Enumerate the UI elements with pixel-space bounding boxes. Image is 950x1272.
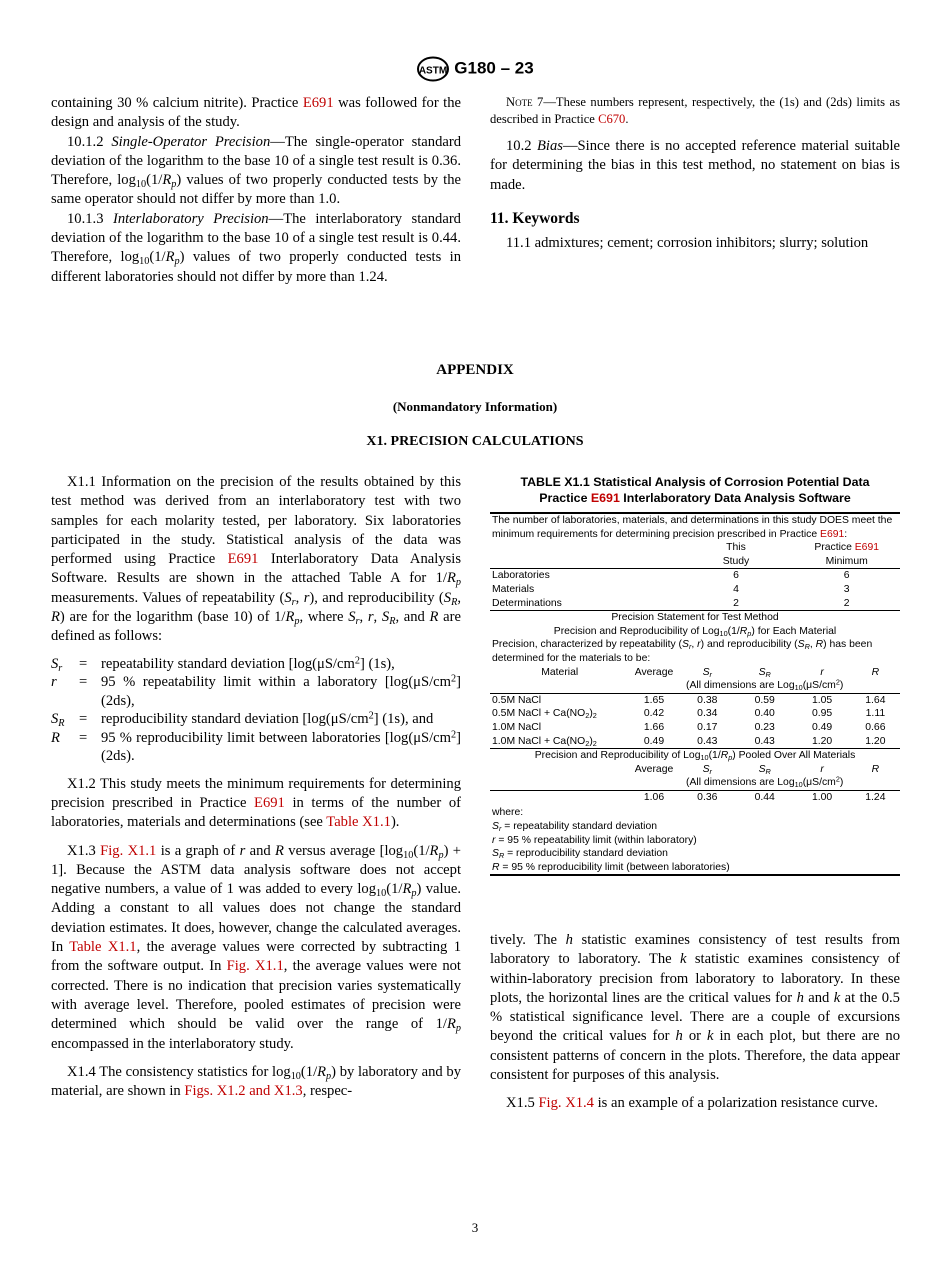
table-row: Laboratories 6 6 <box>490 569 900 583</box>
designation: G180 – 23 <box>454 58 534 78</box>
legend-row: R = 95 % reproducibility limit (between laboratories) <box>490 861 900 876</box>
table-row: Precision, characterized by repeatability ($S_r$, r) and reproducibility ($S_R$, R) has been determined for the materials to be: <box>492 639 873 664</box>
astm-logo-icon <box>416 56 450 82</box>
statistics-table <box>490 512 900 876</box>
fig-x1-1-link[interactable]: Fig. X1.1 <box>226 958 284 975</box>
table-row: 0.5M NaCl + $Ca(NO_2)_2$ 0.42 0.34 0.40 0.95 1.11 <box>492 708 886 721</box>
c670-link[interactable]: C670 <box>598 112 626 126</box>
table-row: Study Minimum <box>722 555 868 567</box>
table-row: Materials 4 3 <box>492 583 850 595</box>
paragraph-x1-3: X1.3 Fig. X1.1 is a graph of r and R versus average $[\log_{10}(1/R_p) + 1]$. Because the ASTM data analysis software does not accept negative numbers, a value of 1 was added to every $\log_{10}(1/R_p)$ value. Adding a constant to all values does not change the standard deviation estimates. It does, however, change the calculated averages. In Table X1.1, the average values were corrected by subtracting 1 from the software output. In Fig. X1.1, the average values were not corrected. There is no indication that precision varies systematically with average level. Therefore, pooled estimates of precision were determined which should be valid over the range of $1/R_p$ encompassed in the interlaboratory study. <box>51 842 461 1052</box>
paragraph-x1-5: X1.5 Fig. X1.4 is an example of a polarization resistance curve. <box>506 1095 879 1112</box>
right-column-bottom <box>490 931 900 1114</box>
table-x1-1-link[interactable]: Table X1.1 <box>69 939 137 956</box>
paragraph-10-1-3: 10.1.3 Interlaboratory Precision—The interlaboratory standard deviation of the logarithm to the base 10 of a single test result is 0.44. Therefore, $\log_{10}(1/R_p)$ values of two properly conducted tests in different laboratories should not differ by more than 1.24. <box>51 210 461 285</box>
paragraph-x1-1: X1.1 Information on the precision of the results obtained by this test method was derived from an interlaboratory test with two samples for each molarity tested, per laboratory. Six laboratories participated in the study. Statistical analysis of the data was performed using Practice E691 Interlaboratory Data Analysis Software. Results are shown in the attached Table A for $1/R_p$ measurements. Values of repeatability ($S_r$, r), and reproducibility ($S_R$, R) are for the logarithm (base 10) of $1/R_p$, where $S_r$, r, $S_R$, and R are defined as follows: <box>51 474 461 645</box>
paragraph-cont: containing 30 % calcium nitrite). Practice E691 was followed for the design and analysis of the study. <box>51 95 462 131</box>
fig-x1-1-link[interactable]: Fig. X1.1 <box>100 842 157 859</box>
note-7: Note 7—These numbers represent, respectively, the (1s) and (2ds) limits as described in Practice C670. <box>490 95 900 126</box>
paragraph-10-2: 10.2 Bias—Since there is no accepted reference material suitable for determining the bias in this test method, no statement on bias is made. <box>490 138 900 193</box>
table-row: Precision Statement for Test Method <box>490 611 900 625</box>
table-row: Determinations 2 2 <box>492 597 850 609</box>
e691-link[interactable]: E691 <box>227 551 259 568</box>
definition-row: R = 95 % reproducibility limit between laboratories [$\log(\mu S/cm^2]$ (2ds). <box>51 729 461 765</box>
definitions-list <box>51 655 461 766</box>
table-row: The number of laboratories, materials, and determinations in this study DOES meet the minimum requirements for determining precision prescribed in Practice E691: <box>490 513 900 541</box>
appendix-subtitle: (Nonmandatory Information) <box>392 399 558 414</box>
figs-x1-2-x1-3-link[interactable]: Figs. X1.2 and X1.3 <box>184 1083 303 1100</box>
e691-link[interactable]: E691 <box>302 95 334 111</box>
table-x1-1 <box>490 474 900 876</box>
table-header-row: Average $S_r$ $S_R$ r R <box>634 763 880 776</box>
right-column-top <box>490 94 900 253</box>
paragraph-x1-4-cont: tively. The h statistic examines consistency of test results from laboratory to laboratory. The k statistic examines consistency of within-laboratory precision from laboratory to laboratory. In these plots, the horizontal lines are the critical values for h and k at the 0.5 % statistical significance level. There are a couple of excursions beyond the critical values for h or k in each plot, but there are no consistent patterns of concern in the plots. Therefore, the data appear consistent for purposes of this analysis. <box>490 932 900 1084</box>
e691-link[interactable]: E691 <box>590 491 620 505</box>
page-header <box>0 56 950 82</box>
fig-x1-4-link[interactable]: Fig. X1.4 <box>538 1095 594 1112</box>
paragraph-10-1-2: 10.1.2 Single-Operator Precision—The single-operator standard deviation of the logarithm to the base 10 of a single test result is 0.36. Therefore, $\log_{10}(1/R_p)$ values of two properly conducted tests by the same operator should not differ by more than 1.0. <box>51 133 462 208</box>
table-row: Precision and Reproducibility of $Log_{10}(1/R_p)$ for Each Material <box>553 625 837 638</box>
section-x1-title: X1. PRECISION CALCULATIONS <box>366 434 584 449</box>
table-x1-1-link[interactable]: Table X1.1 <box>326 814 391 831</box>
svg-text:ASTM: ASTM <box>419 65 448 77</box>
e691-link[interactable]: E691 <box>820 528 845 540</box>
table-row: 1.06 0.36 0.44 1.00 1.24 <box>490 790 900 804</box>
table-row: Precision and Reproducibility of $Log_{10}(1/R_p)$ Pooled Over All Materials <box>490 749 900 763</box>
left-column-body <box>51 473 461 1101</box>
table-row: (All dimensions are $Log_{10}(\mu S/cm^2)$ <box>686 677 844 693</box>
legend-row: $S_R$ = reproducibility standard deviation <box>492 848 668 861</box>
appendix-title: APPENDIX <box>436 362 514 378</box>
table-row: (All dimensions are $Log_{10}(\mu S/cm^2)$ <box>686 775 844 790</box>
table-row: 1.0M NaCl + $Ca(NO_2)_2$ 0.49 0.43 0.43 1.20 1.20 <box>492 735 886 748</box>
table-row: 1.0M NaCl 1.66 0.17 0.23 0.49 0.66 <box>492 721 886 733</box>
left-column-top <box>51 94 461 287</box>
page-number: 3 <box>471 1220 479 1235</box>
e691-link[interactable]: E691 <box>254 794 285 811</box>
table-row: where: <box>492 807 524 819</box>
paragraph-x1-4: X1.4 The consistency statistics for $\log_{10}(1/R_p)$ by laboratory and by material, are shown in Figs. X1.2 and X1.3, respec- <box>51 1063 462 1100</box>
keywords-text: 11.1 admixtures; cement; corrosion inhibitors; slurry; solution <box>506 235 869 252</box>
e691-link[interactable]: E691 <box>854 542 880 554</box>
definition-row: $S_R$ = reproducibility standard deviation [$\log(\mu S/cm^2]$ (1s), and <box>51 710 434 730</box>
keywords-heading: 11. Keywords <box>490 209 580 227</box>
legend-row: $S_r$ = repeatability standard deviation <box>492 821 658 834</box>
table-header-row: Material Average $S_r$ $S_R$ r R <box>541 666 880 679</box>
table-row: This Practice E691 <box>726 542 880 554</box>
definition-row: $S_r$ = repeatability standard deviation [$\log(\mu S/cm^2]$ (1s), <box>51 655 395 674</box>
legend-row: r = 95 % repeatability limit (within laboratory) <box>492 834 697 846</box>
table-row: 0.5M NaCl 1.65 0.38 0.59 1.05 1.64 <box>490 693 900 707</box>
paragraph-x1-2: X1.2 This study meets the minimum requirements for determining precision prescribed in Practice E691 in terms of the number of laboratories, materials and determinations (see Table X1.1). <box>51 775 461 831</box>
definition-row: r = 95 % repeatability limit within a laboratory [$\log(\mu S/cm^2]$ (2ds), <box>51 673 461 709</box>
table-caption: TABLE X1.1 Statistical Analysis of Corrosion Potential Data Practice E691 Interlaboratory Data Analysis Software <box>520 475 870 505</box>
